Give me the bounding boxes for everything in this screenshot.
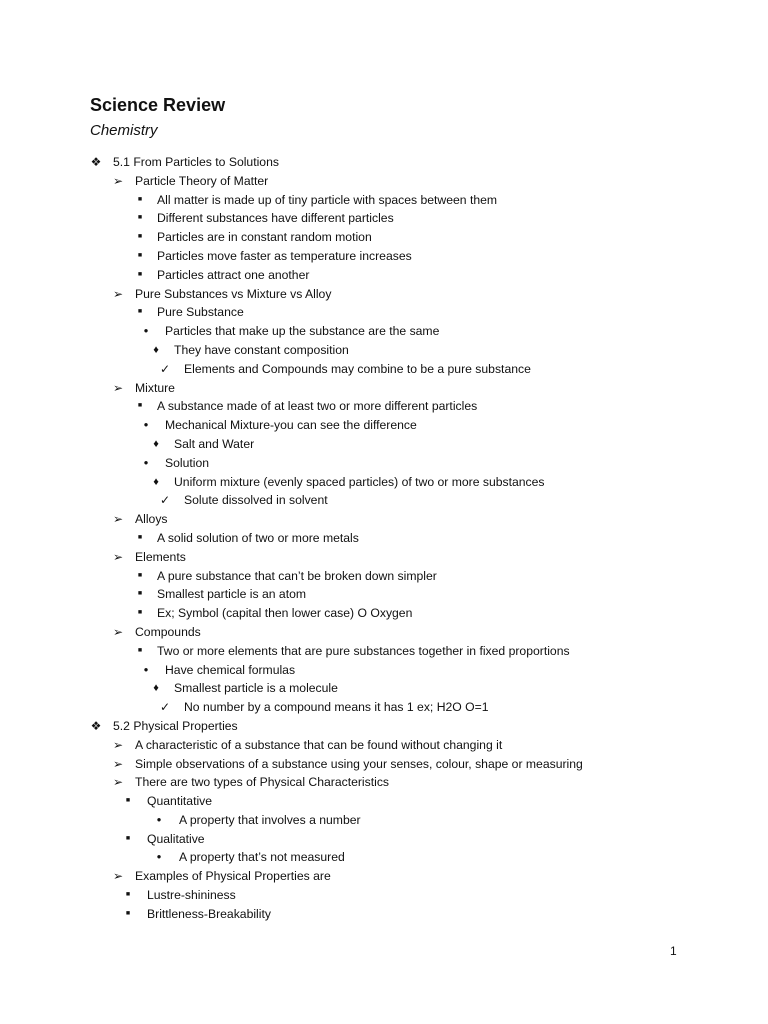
outline-item — [0, 867, 768, 886]
square-bullet-icon: ■ — [137, 571, 143, 579]
check-bullet-icon: ✓ — [159, 361, 171, 376]
outline-item-text: Salt and Water — [174, 436, 255, 451]
arrow-bullet-icon: ➢ — [112, 756, 124, 771]
outline-item — [0, 303, 768, 322]
dot-bullet-icon: ● — [156, 814, 162, 824]
arrow-bullet-icon: ➢ — [112, 380, 124, 395]
dot-bullet-icon: ● — [143, 420, 149, 430]
arrow-bullet-icon: ➢ — [112, 775, 124, 790]
square-bullet-icon: ■ — [137, 402, 143, 410]
square-bullet-icon: ■ — [137, 609, 143, 617]
outline-item-text: They have constant composition — [174, 342, 349, 357]
outline-item-text: Two or more elements that are pure substances together in fixed proportions — [157, 643, 570, 658]
four-diamond-bullet-icon: ❖ — [90, 718, 102, 733]
outline-item — [0, 792, 768, 811]
square-bullet-icon: ■ — [137, 646, 143, 654]
outline-item-text: Examples of Physical Properties are — [135, 869, 331, 884]
outline-item — [0, 209, 768, 228]
outline-item — [0, 642, 768, 661]
outline-item — [0, 755, 768, 774]
diamond-bullet-icon: ♦ — [153, 682, 159, 695]
outline-item-text: Solute dissolved in solvent — [184, 493, 328, 508]
outline-item-text: A pure substance that can’t be broken down simpler — [157, 568, 437, 583]
outline-item-text: A solid solution of two or more metals — [157, 530, 359, 545]
outline-item — [0, 623, 768, 642]
outline-item-text: Alloys — [135, 512, 168, 527]
square-bullet-icon: ■ — [125, 891, 131, 899]
outline-item — [0, 567, 768, 586]
outline-item — [0, 717, 768, 736]
dot-bullet-icon: ● — [143, 664, 149, 674]
outline-item-text: Different substances have different particles — [157, 211, 394, 226]
outline-item — [0, 322, 768, 341]
outline-item-text: Ex; Symbol (capital then lower case) O Oxygen — [157, 606, 413, 621]
outline-item-text: Particle Theory of Matter — [135, 173, 269, 188]
outline-item-text: 5.1 From Particles to Solutions — [113, 155, 279, 169]
arrow-bullet-icon: ➢ — [112, 286, 124, 301]
square-bullet-icon: ■ — [137, 233, 143, 241]
outline-item — [0, 585, 768, 604]
outline-item-text: Particles move faster as temperature increases — [157, 248, 412, 263]
outline-item-text: Mixture — [135, 380, 175, 395]
check-bullet-icon: ✓ — [159, 700, 171, 715]
arrow-bullet-icon: ➢ — [112, 624, 124, 639]
outline-item-text: Smallest particle is a molecule — [174, 681, 338, 696]
outline-item — [0, 905, 768, 924]
outline-item-text: No number by a compound means it has 1 ex; H2O O=1 — [184, 700, 489, 715]
arrow-bullet-icon: ➢ — [112, 549, 124, 564]
outline-item-text: 5.2 Physical Properties — [113, 718, 238, 733]
outline-item — [0, 529, 768, 548]
outline-item-text: Smallest particle is an atom — [157, 587, 307, 602]
outline-item-text: Quantitative — [147, 794, 213, 809]
outline-item-text: Particles are in constant random motion — [157, 230, 372, 245]
outline-item-text: A property that’s not measured — [179, 850, 345, 865]
outline-item — [0, 510, 768, 529]
outline-item — [0, 454, 768, 473]
outline-item — [0, 473, 768, 492]
outline-item — [0, 360, 768, 379]
outline-item — [0, 397, 768, 416]
outline-item-text: A property that involves a number — [179, 812, 361, 827]
outline-item-text: Elements and Compounds may combine to be a pure substance — [184, 361, 531, 376]
arrow-bullet-icon: ➢ — [112, 869, 124, 884]
diamond-bullet-icon: ♦ — [153, 475, 159, 488]
outline-item-text: Uniform mixture (evenly spaced particles) of two or more substances — [174, 474, 545, 489]
diamond-bullet-icon: ♦ — [153, 343, 159, 356]
outline-item — [0, 266, 768, 285]
outline-item — [0, 773, 768, 792]
square-bullet-icon: ■ — [137, 533, 143, 541]
arrow-bullet-icon: ➢ — [112, 173, 124, 188]
outline-item — [0, 435, 768, 454]
square-bullet-icon: ■ — [125, 834, 131, 842]
page-number: 1 — [670, 944, 677, 958]
outline-item-text: Elements — [135, 549, 186, 564]
outline-item — [0, 736, 768, 755]
outline-item-text: There are two types of Physical Characteristics — [135, 775, 390, 790]
outline-item — [0, 698, 768, 717]
outline-item — [0, 172, 768, 191]
outline-item — [0, 228, 768, 247]
outline-item — [0, 848, 768, 867]
square-bullet-icon: ■ — [137, 251, 143, 259]
outline-item-text: Simple observations of a substance using your senses, colour, shape or measuring — [135, 756, 583, 771]
outline-item-text: Compounds — [135, 624, 201, 639]
outline-list — [0, 153, 768, 924]
document-title: Science Review — [90, 95, 226, 115]
outline-item-text: Qualitative — [147, 831, 205, 846]
check-bullet-icon: ✓ — [159, 493, 171, 508]
square-bullet-icon: ■ — [137, 308, 143, 316]
outline-item-text: Lustre-shininess — [147, 888, 236, 903]
outline-item — [0, 247, 768, 266]
outline-item — [0, 830, 768, 849]
outline-item — [0, 661, 768, 680]
dot-bullet-icon: ● — [156, 852, 162, 862]
diamond-bullet-icon: ♦ — [153, 437, 159, 450]
outline-item — [0, 604, 768, 623]
outline-item-text: A substance made of at least two or more different particles — [157, 399, 478, 414]
arrow-bullet-icon: ➢ — [112, 512, 124, 527]
square-bullet-icon: ■ — [137, 590, 143, 598]
outline-item — [0, 679, 768, 698]
document-subtitle: Chemistry — [90, 122, 158, 139]
arrow-bullet-icon: ➢ — [112, 737, 124, 752]
outline-item-text: Particles that make up the substance are the same — [165, 324, 440, 339]
outline-item — [0, 416, 768, 435]
outline-item-text: All matter is made up of tiny particle with spaces between them — [157, 192, 498, 207]
outline-item-text: Have chemical formulas — [165, 662, 296, 677]
outline-item-text: Mechanical Mixture-you can see the difference — [165, 418, 417, 433]
dot-bullet-icon: ● — [143, 457, 149, 467]
square-bullet-icon: ■ — [137, 195, 143, 203]
outline-item — [0, 153, 768, 172]
outline-item-text: Brittleness-Breakability — [147, 906, 271, 921]
square-bullet-icon: ■ — [137, 270, 143, 278]
outline-item-text: Solution — [165, 455, 210, 470]
outline-item — [0, 341, 768, 360]
outline-item-text: Pure Substance — [157, 305, 244, 320]
outline-item — [0, 811, 768, 830]
outline-item-text: Pure Substances vs Mixture vs Alloy — [135, 286, 332, 301]
outline-item — [0, 491, 768, 510]
outline-item — [0, 886, 768, 905]
four-diamond-bullet-icon: ❖ — [90, 155, 102, 169]
outline-item — [0, 379, 768, 398]
dot-bullet-icon: ● — [143, 326, 149, 336]
outline-item — [0, 285, 768, 304]
outline-item-text: Particles attract one another — [157, 267, 310, 282]
outline-item-text: A characteristic of a substance that can be found without changing it — [135, 737, 503, 752]
square-bullet-icon: ■ — [137, 214, 143, 222]
outline-item — [0, 191, 768, 210]
outline-item — [0, 548, 768, 567]
square-bullet-icon: ■ — [125, 909, 131, 917]
square-bullet-icon: ■ — [125, 797, 131, 805]
